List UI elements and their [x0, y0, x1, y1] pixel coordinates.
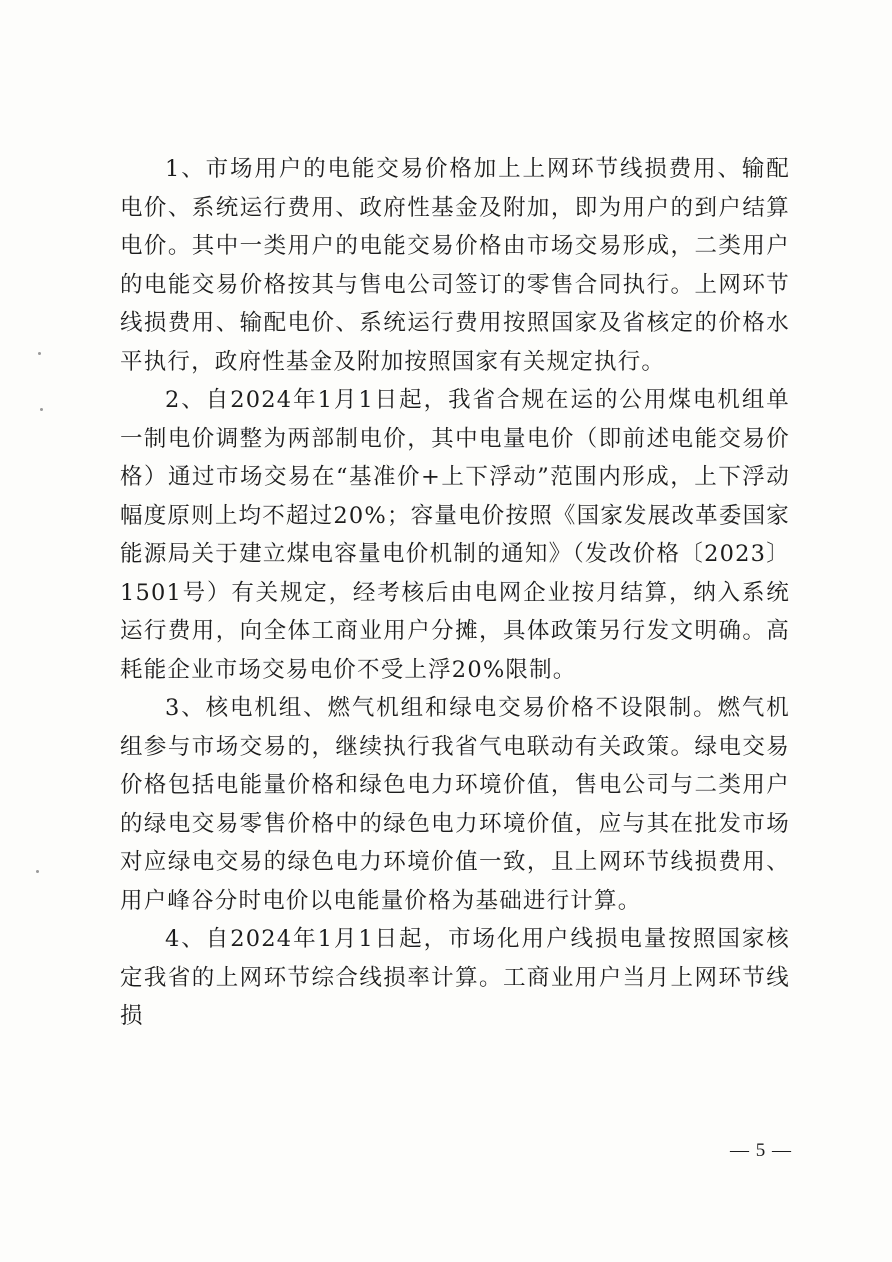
scan-dot — [36, 870, 39, 873]
paragraph-3: 3、核电机组、燃气机组和绿电交易价格不设限制。燃气机组参与市场交易的，继续执行我省气电联动有关政策。绿电交易价格包括电能量价格和绿色电力环境价值，售电公司与二类用户的绿电交易零售价格中的绿色电力环境价值，应与其在批发市场对应绿电交易的绿色电力环境价值一致，且上网环节线损费用、用户峰谷分时电价以电能量价格为基础进行计算。 — [120, 695, 790, 914]
scan-dot — [40, 408, 43, 411]
page-number: — 5 — — [730, 1140, 792, 1161]
scan-dot — [38, 352, 41, 355]
document-body — [120, 150, 790, 1036]
paragraph-2: 2、自2024年1月1日起，我省合规在运的公用煤电机组单一制电价调整为两部制电价，其中电量电价（即前述电能交易价格）通过市场交易在“基准价+上下浮动”范围内形成，上下浮动幅度原则上均不超过20%；容量电价按照《国家发展改革委国家能源局关于建立煤电容量电价机制的通知》（发改价格〔2023〕1501号）有关规定，经考核后由电网企业按月结算，纳入系统运行费用，向全体工商业用户分摊，具体政策另行发文明确。高耗能企业市场交易电价不受上浮20%限制。 — [120, 387, 790, 683]
paragraph-4: 4、自2024年1月1日起，市场化用户线损电量按照国家核定我省的上网环节综合线损率计算。工商业用户当月上网环节线损 — [120, 926, 790, 1029]
paragraph-1: 1、市场用户的电能交易价格加上上网环节线损费用、输配电价、系统运行费用、政府性基金及附加，即为用户的到户结算电价。其中一类用户的电能交易价格由市场交易形成，二类用户的电能交易价格按其与售电公司签订的零售合同执行。上网环节线损费用、输配电价、系统运行费用按照国家及省核定的价格水平执行，政府性基金及附加按照国家有关规定执行。 — [120, 156, 790, 375]
